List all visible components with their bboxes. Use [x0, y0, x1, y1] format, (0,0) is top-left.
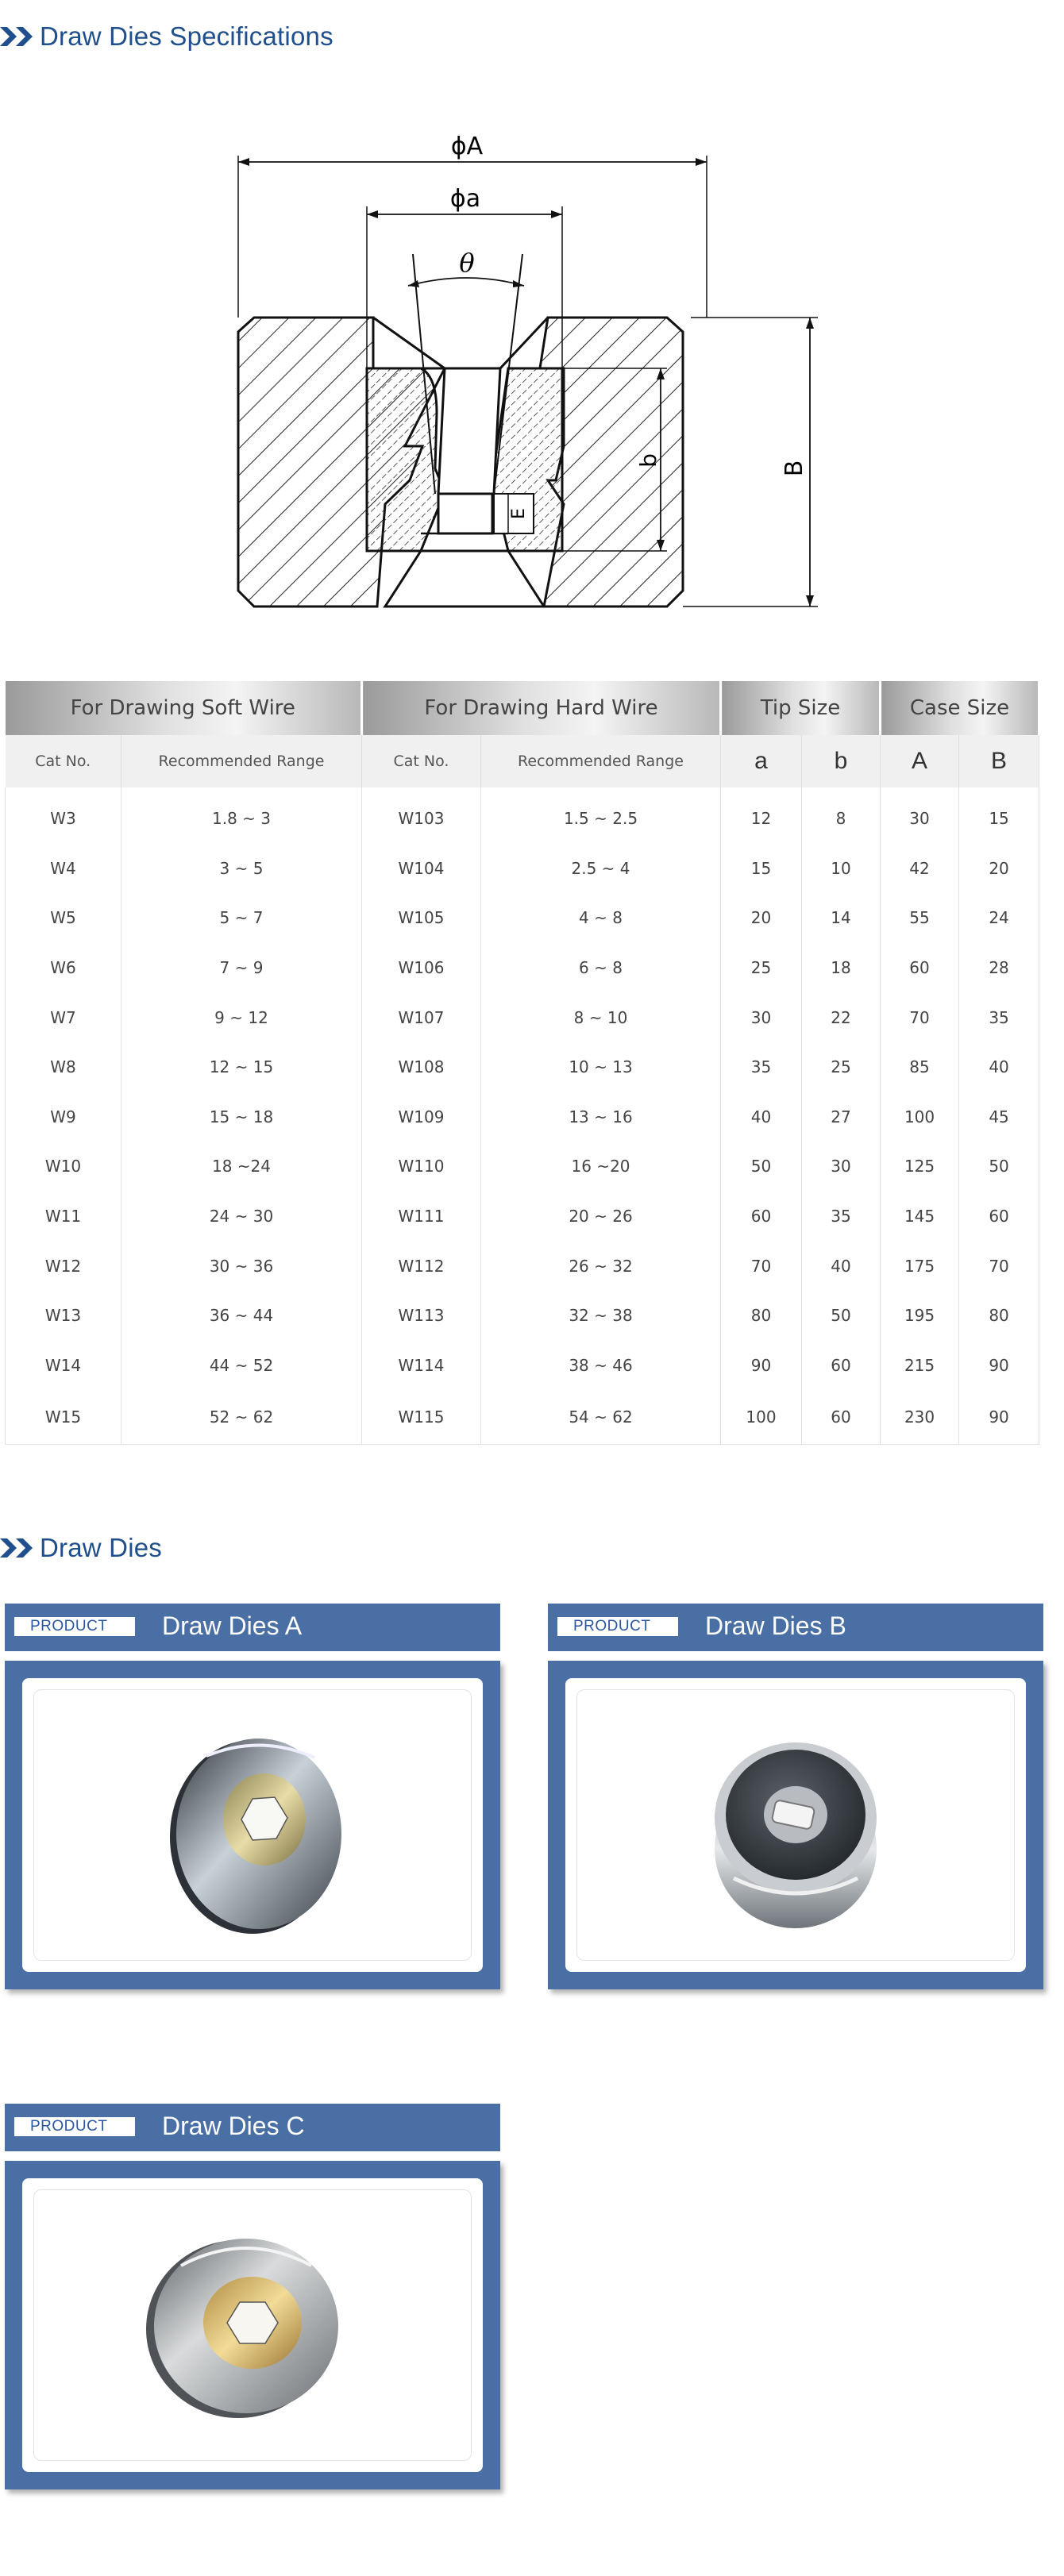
cell-tip-b: 8: [802, 787, 881, 844]
cell-range-hard: 1.5 ~ 2.5: [481, 787, 721, 844]
cell-range-hard: 20 ~ 26: [481, 1192, 721, 1242]
cell-case-b: 70: [959, 1241, 1039, 1291]
cell-case-a: 42: [881, 844, 959, 894]
cell-cat-no-hard: W109: [362, 1092, 481, 1142]
specs-section-title: [0, 21, 333, 52]
cell-cat-no-soft: W5: [6, 893, 121, 943]
subheader-case-b: B: [959, 735, 1039, 787]
subheader-cat-no: Cat No.: [6, 735, 121, 787]
cell-range-hard: 54 ~ 62: [481, 1390, 721, 1445]
product-frame: [548, 1661, 1043, 1989]
cell-range-hard: 38 ~ 46: [481, 1341, 721, 1391]
table-row: [6, 844, 1039, 894]
cell-tip-a: 80: [721, 1291, 802, 1341]
product-name[interactable]: Draw Dies B: [705, 1611, 846, 1640]
cell-range-hard: 32 ~ 38: [481, 1291, 721, 1341]
cell-case-b: 40: [959, 1042, 1039, 1092]
product-name[interactable]: Draw Dies A: [162, 1611, 303, 1640]
product-card[interactable]: [548, 1604, 1043, 1989]
cell-range-hard: 6 ~ 8: [481, 943, 721, 993]
product-badge: PRODUCT: [14, 1617, 135, 1636]
cell-tip-b: 18: [802, 943, 881, 993]
cell-tip-b: 40: [802, 1241, 881, 1291]
subheader-range: Recommended Range: [121, 735, 362, 787]
spec-table: [5, 681, 1040, 1445]
cell-cat-no-hard: W107: [362, 992, 481, 1042]
products-title-text: Draw Dies: [40, 1533, 162, 1562]
cell-tip-b: 27: [802, 1092, 881, 1142]
product-badge: PRODUCT: [14, 2117, 135, 2136]
cell-cat-no-hard: W103: [362, 787, 481, 844]
cell-range-hard: 4 ~ 8: [481, 893, 721, 943]
cell-tip-a: 25: [721, 943, 802, 993]
cell-cat-no-soft: W4: [6, 844, 121, 894]
cell-cat-no-soft: W14: [6, 1341, 121, 1391]
cell-tip-a: 12: [721, 787, 802, 844]
subheader-tip-b: b: [802, 735, 881, 787]
table-row: [6, 943, 1039, 993]
product-header: [5, 2104, 500, 2151]
cell-cat-no-soft: W9: [6, 1092, 121, 1142]
table-row: [6, 787, 1039, 844]
cell-range-soft: 7 ~ 9: [121, 943, 362, 993]
cell-cat-no-hard: W108: [362, 1042, 481, 1092]
cell-cat-no-soft: W6: [6, 943, 121, 993]
product-card[interactable]: [5, 1604, 500, 1989]
table-row: [6, 1241, 1039, 1291]
table-row: [6, 1291, 1039, 1341]
cell-case-b: 20: [959, 844, 1039, 894]
cell-range-soft: 36 ~ 44: [121, 1291, 362, 1341]
cell-tip-a: 50: [721, 1142, 802, 1192]
cell-cat-no-hard: W111: [362, 1192, 481, 1242]
cell-cat-no-soft: W13: [6, 1291, 121, 1341]
cell-range-hard: 13 ~ 16: [481, 1092, 721, 1142]
table-row: [6, 1142, 1039, 1192]
subheader-range: Recommended Range: [481, 735, 721, 787]
cell-case-b: 24: [959, 893, 1039, 943]
cell-tip-a: 100: [721, 1390, 802, 1445]
cell-cat-no-soft: W3: [6, 787, 121, 844]
cell-case-b: 80: [959, 1291, 1039, 1341]
double-chevron-icon: [0, 1536, 35, 1560]
cell-case-b: 35: [959, 992, 1039, 1042]
cell-case-b: 90: [959, 1390, 1039, 1445]
cell-tip-b: 60: [802, 1341, 881, 1391]
cell-range-hard: 8 ~ 10: [481, 992, 721, 1042]
cell-range-soft: 9 ~ 12: [121, 992, 362, 1042]
cell-tip-a: 20: [721, 893, 802, 943]
cell-cat-no-soft: W10: [6, 1142, 121, 1192]
cell-range-soft: 5 ~ 7: [121, 893, 362, 943]
double-chevron-icon: [0, 25, 35, 48]
group-case-size: Case Size: [881, 681, 1039, 735]
cell-tip-b: 22: [802, 992, 881, 1042]
cell-tip-b: 25: [802, 1042, 881, 1092]
cell-range-soft: 1.8 ~ 3: [121, 787, 362, 844]
cell-range-hard: 2.5 ~ 4: [481, 844, 721, 894]
cell-range-soft: 3 ~ 5: [121, 844, 362, 894]
cell-range-hard: 10 ~ 13: [481, 1042, 721, 1092]
table-row: [6, 1042, 1039, 1092]
cell-range-soft: 24 ~ 30: [121, 1192, 362, 1242]
die-a-image: [22, 1678, 483, 1972]
cell-range-soft: 44 ~ 52: [121, 1341, 362, 1391]
cell-case-a: 85: [881, 1042, 959, 1092]
product-name[interactable]: Draw Dies C: [162, 2112, 305, 2140]
product-frame: [5, 1661, 500, 1989]
products-section-title: [0, 1532, 162, 1564]
cell-cat-no-hard: W110: [362, 1142, 481, 1192]
cell-case-b: 60: [959, 1192, 1039, 1242]
cell-range-soft: 15 ~ 18: [121, 1092, 362, 1142]
product-image-panel[interactable]: [22, 2178, 483, 2472]
table-row: [6, 1390, 1039, 1445]
cell-tip-a: 35: [721, 1042, 802, 1092]
product-header: [5, 1604, 500, 1651]
product-frame: [5, 2161, 500, 2489]
cell-case-a: 195: [881, 1291, 959, 1341]
product-image-panel[interactable]: [22, 1678, 483, 1972]
cell-cat-no-soft: W12: [6, 1241, 121, 1291]
subheader-case-a: A: [881, 735, 959, 787]
cell-cat-no-soft: W15: [6, 1390, 121, 1445]
cell-cat-no-hard: W114: [362, 1341, 481, 1391]
table-row: [6, 893, 1039, 943]
cell-cat-no-hard: W113: [362, 1291, 481, 1341]
cell-cat-no-soft: W7: [6, 992, 121, 1042]
cell-case-a: 55: [881, 893, 959, 943]
subheader-cat-no: Cat No.: [362, 735, 481, 787]
cell-cat-no-hard: W115: [362, 1390, 481, 1445]
cell-case-a: 215: [881, 1341, 959, 1391]
label-height-core: b: [635, 453, 661, 468]
cell-tip-b: 50: [802, 1291, 881, 1341]
cell-case-a: 60: [881, 943, 959, 993]
subheader-tip-a: a: [721, 735, 802, 787]
cell-cat-no-hard: W105: [362, 893, 481, 943]
cell-tip-a: 30: [721, 992, 802, 1042]
cell-case-b: 90: [959, 1341, 1039, 1391]
product-header: [548, 1604, 1043, 1651]
cell-case-a: 145: [881, 1192, 959, 1242]
cell-tip-b: 30: [802, 1142, 881, 1192]
table-row: [6, 1341, 1039, 1391]
specs-title-text: Draw Dies Specifications: [40, 21, 333, 51]
group-tip-size: Tip Size: [721, 681, 881, 735]
cell-tip-a: 60: [721, 1192, 802, 1242]
product-card[interactable]: [5, 2104, 500, 2489]
table-row: [6, 1192, 1039, 1242]
cell-case-b: 15: [959, 787, 1039, 844]
cell-range-hard: 26 ~ 32: [481, 1241, 721, 1291]
cell-cat-no-hard: W104: [362, 844, 481, 894]
product-badge: PRODUCT: [557, 1617, 678, 1636]
cell-cat-no-soft: W8: [6, 1042, 121, 1092]
cell-tip-a: 90: [721, 1341, 802, 1391]
table-row: [6, 992, 1039, 1042]
cell-range-soft: 52 ~ 62: [121, 1390, 362, 1445]
die-c-image: [22, 2178, 483, 2472]
cell-range-soft: 12 ~ 15: [121, 1042, 362, 1092]
table-row: [6, 1092, 1039, 1142]
die-b-image: [565, 1678, 1026, 1972]
cell-case-a: 70: [881, 992, 959, 1042]
cell-case-b: 45: [959, 1092, 1039, 1142]
label-outer-dia: ϕA: [450, 133, 484, 160]
cell-tip-b: 10: [802, 844, 881, 894]
cell-tip-a: 40: [721, 1092, 802, 1142]
cell-tip-b: 60: [802, 1390, 881, 1445]
bore: [438, 368, 500, 494]
cell-cat-no-hard: W106: [362, 943, 481, 993]
cell-case-a: 100: [881, 1092, 959, 1142]
label-angle: θ: [459, 248, 475, 278]
cell-tip-a: 70: [721, 1241, 802, 1291]
cell-case-a: 230: [881, 1390, 959, 1445]
cell-range-soft: 18 ~24: [121, 1142, 362, 1192]
cell-case-a: 30: [881, 787, 959, 844]
group-hard-wire: For Drawing Hard Wire: [362, 681, 721, 735]
cell-cat-no-soft: W11: [6, 1192, 121, 1242]
die-cross-section-diagram: [183, 127, 881, 635]
label-inner-dia: ϕa: [449, 185, 481, 213]
cell-range-soft: 30 ~ 36: [121, 1241, 362, 1291]
product-image-panel[interactable]: [565, 1678, 1026, 1972]
nib-left: [367, 368, 445, 551]
cell-tip-b: 35: [802, 1192, 881, 1242]
cell-case-b: 28: [959, 943, 1039, 993]
label-bearing: E: [509, 508, 529, 519]
cell-tip-a: 15: [721, 844, 802, 894]
cell-range-hard: 16 ~20: [481, 1142, 721, 1192]
cell-case-a: 125: [881, 1142, 959, 1192]
cell-cat-no-hard: W112: [362, 1241, 481, 1291]
cell-tip-b: 14: [802, 893, 881, 943]
cell-case-a: 175: [881, 1241, 959, 1291]
cell-case-b: 50: [959, 1142, 1039, 1192]
group-soft-wire: For Drawing Soft Wire: [6, 681, 362, 735]
label-height-total: B: [781, 460, 808, 477]
